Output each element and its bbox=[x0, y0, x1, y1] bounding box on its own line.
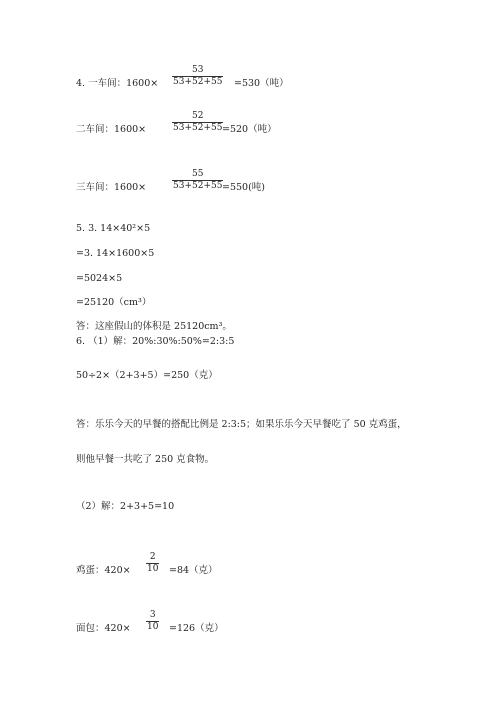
fraction-denominator: 10 bbox=[147, 564, 159, 574]
q4-line1-label: 4. 一车间：1600× bbox=[76, 78, 159, 89]
fraction-numerator: 2 bbox=[149, 552, 156, 562]
fraction-denominator: 53+52+55 bbox=[173, 181, 223, 191]
q6-bread-fraction bbox=[146, 610, 159, 633]
q5-line-4: =25120（cm³） bbox=[76, 297, 152, 308]
q5-line-3: =5024×5 bbox=[76, 273, 123, 284]
q6-part1-answer-cont: 则他早餐一共吃了 250 克食物。 bbox=[76, 454, 215, 465]
q5-answer: 答：这座假山的体积是 25120cm³。 bbox=[76, 321, 232, 332]
q4-line2-fraction bbox=[172, 111, 223, 134]
fraction-numerator: 55 bbox=[192, 169, 204, 179]
q6-part1-line-1: 6. （1）解：20%:30%:50%=2:3:5 bbox=[76, 336, 235, 347]
fraction-numerator: 53 bbox=[192, 65, 204, 75]
q4-line2-result: =520（吨） bbox=[222, 124, 277, 135]
fraction-numerator: 3 bbox=[149, 610, 156, 620]
q4-line3-fraction bbox=[172, 169, 223, 192]
q5-line-1: 5. 3. 14×40²×5 bbox=[76, 223, 151, 234]
q5-line-2: =3. 14×1600×5 bbox=[76, 248, 155, 259]
q6-egg-fraction bbox=[146, 552, 159, 575]
fraction-denominator: 10 bbox=[147, 622, 159, 632]
q6-egg-result: =84（克） bbox=[169, 565, 218, 576]
fraction-denominator: 53+52+55 bbox=[173, 123, 223, 133]
q4-line1-fraction bbox=[172, 65, 223, 88]
q6-part1-answer: 答：乐乐今天的早餐的搭配比例是 2:3:5；如果乐乐今天早餐吃了 50 克鸡蛋， bbox=[76, 419, 407, 430]
q6-egg-label: 鸡蛋：420× bbox=[76, 565, 131, 576]
q4-line3-label: 三车间：1600× bbox=[76, 182, 147, 193]
fraction-denominator: 53+52+55 bbox=[173, 77, 223, 87]
q6-bread-result: =126（克） bbox=[169, 623, 224, 634]
q6-part2-line-1: （2）解：2+3+5=10 bbox=[76, 501, 175, 512]
q4-line2-label: 二车间：1600× bbox=[76, 124, 147, 135]
q4-line1-result: =530（吨） bbox=[234, 78, 289, 89]
q4-line3-result: =550(吨) bbox=[222, 182, 266, 193]
q6-bread-label: 面包：420× bbox=[76, 623, 131, 634]
q6-part1-line-2: 50÷2×（2+3+5）=250（克） bbox=[76, 370, 218, 381]
fraction-numerator: 52 bbox=[192, 111, 204, 121]
